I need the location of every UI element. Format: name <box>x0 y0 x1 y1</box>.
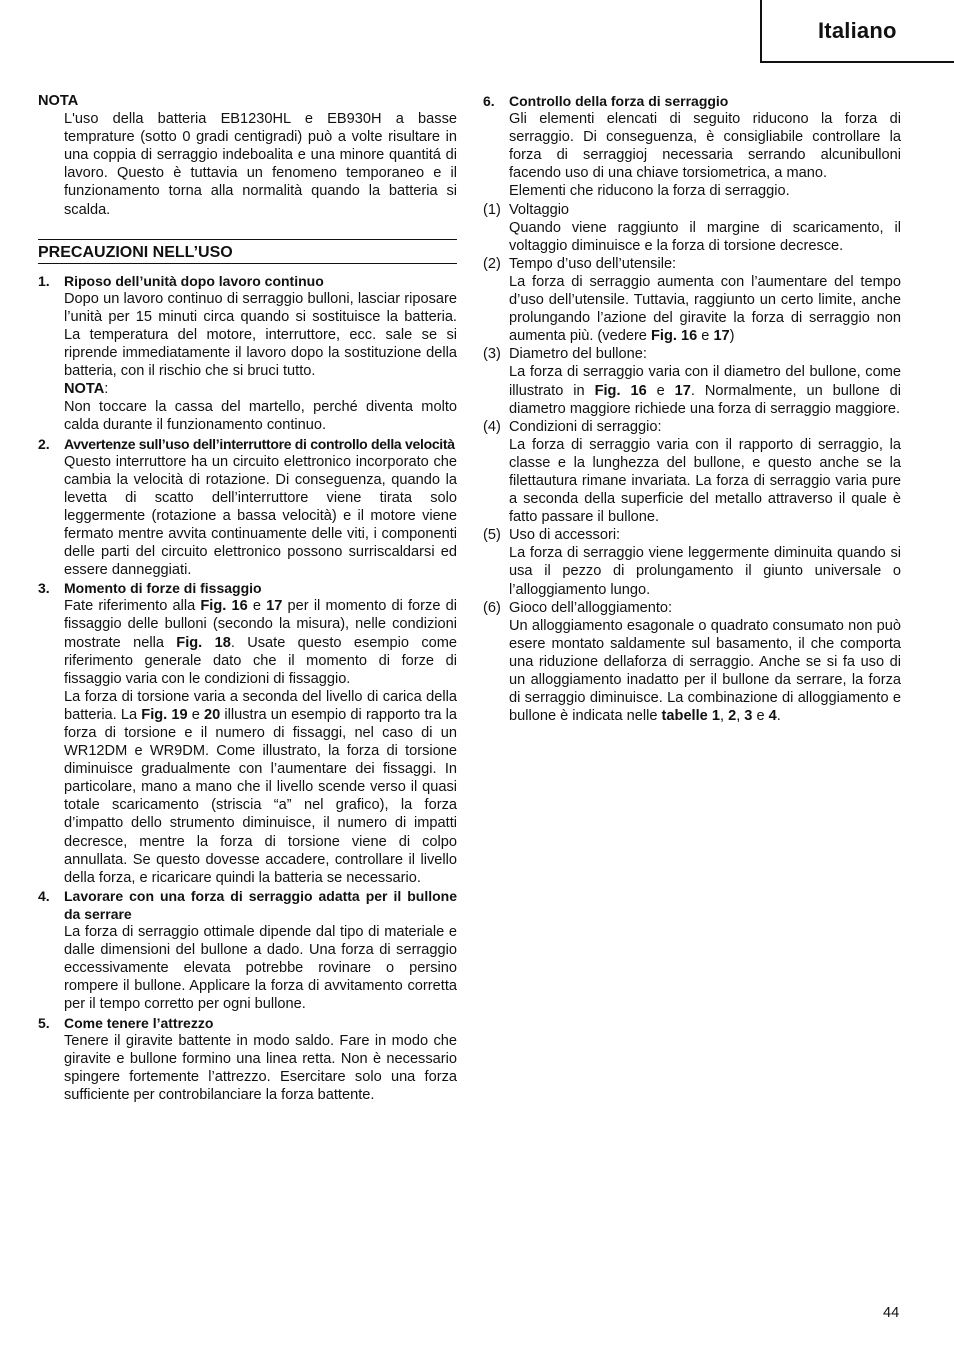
item-number: 4. <box>38 887 50 904</box>
factor-text: Quando viene raggiunto il margine di scaricamento, il voltaggio diminuisce e la forza di torsione decresce. <box>509 219 901 254</box>
item-number: 6. <box>483 93 495 109</box>
language-tab <box>760 0 954 63</box>
item-title: Riposo dell’unità dopo lavoro continuo <box>64 272 324 289</box>
factor-text: Un alloggiamento esagonale o quadrato consumato non può esere montato saldamente sul basamento, il che comporta una riduzione dellaforza di serraggio. Anche se si fa uso di un alloggiamento inadatto per il bullone da serrare, la forza di serraggio diminuisce. La combinazione di alloggiamento e bullone è indicata nelle tabelle 1, 2, 3 e 4. <box>509 617 901 725</box>
precaution-item-2 <box>38 435 457 580</box>
item-text: Tenere il giravite battente in modo saldo. Fare in modo che giravite e bullone formino una linea retta. Non è necessario spingere fortemente l’attrezzo. Esercitare solo una forza sufficiente per controbilanciare la forza battente. <box>64 1032 457 1103</box>
factor-title: Condizioni di serraggio: <box>509 418 662 435</box>
item-text: Dopo un lavoro continuo di serraggio bulloni, lasciar riposare l’unità per 15 minuti circa quando si sostituisce la batteria. La temperatura del motore, interruttore, ecc. sale se si riprende immediatamente il lavoro dopo la sostituzione della batteria, con il rischio che si bruci tutto. <box>64 290 457 380</box>
item-title: Momento di forze di fissaggio <box>64 580 262 597</box>
item-note-heading: NOTA: <box>64 381 109 398</box>
precaution-item-3 <box>38 579 457 887</box>
left-column <box>38 92 457 1104</box>
precaution-item-6 <box>483 92 901 201</box>
language-label: Italiano <box>818 18 897 43</box>
factor-number: (6) <box>483 599 501 616</box>
factor-6 <box>483 599 901 726</box>
section-rule-bottom <box>38 263 457 264</box>
precaution-item-5 <box>38 1014 457 1104</box>
item-text: Fate riferimento alla Fig. 16 e 17 per il momento di forze di fissaggio delle bulloni (secondo la misura), nelle condizioni mostrate nella Fig. 18. Usate questo esempio come riferimento generale dato che il momento di forze di fissaggio varia con le condizioni di fissaggio. <box>64 598 458 687</box>
factor-text: La forza di serraggio viene leggermente diminuita quando si usa il pezzo di prolungamento il giunto universale o l’alloggiamento lungo. <box>509 545 901 598</box>
factor-number: (1) <box>483 201 501 218</box>
right-column <box>483 92 901 725</box>
factor-title: Gioco dell’alloggiamento: <box>509 599 673 616</box>
factor-2 <box>483 255 901 345</box>
section-title: PRECAUZIONI NELL’USO <box>38 243 233 261</box>
item-title: Avvertenze sull’uso dell’interruttore di controllo della velocità <box>64 435 455 452</box>
item-number: 2. <box>38 435 50 452</box>
factor-text: La forza di serraggio varia con il diametro del bullone, come illustrato in Fig. 16 e 17. Normalmente, un bullone di diametro maggiore richiede una forza di serraggio maggiore. <box>509 364 901 417</box>
nota-heading: NOTA <box>38 93 79 109</box>
factor-number: (4) <box>483 418 501 435</box>
precaution-item-4 <box>38 887 457 1014</box>
item-number: 5. <box>38 1014 50 1031</box>
factor-text: La forza di serraggio varia con il rapporto di serraggio, la classe e la lunghezza del bullone, e questo anche se la filettautura rimane invariata. La forza di serraggio varia pure a seconda della superficie del metallo attraverso il quale è fatto passare il bullone. <box>509 436 901 526</box>
item-text: Gli elementi elencati di seguito riducono la forza di serraggio. Di conseguenza, è consigliabile controllare la forza di serraggioj necessaria serrando alcunibulloni facendo uso di una chiave torsiometrica, a mano. <box>509 111 901 182</box>
item-number: 3. <box>38 580 50 597</box>
factor-title: Voltaggio <box>509 201 570 218</box>
item-number: 1. <box>38 272 50 289</box>
factor-number: (3) <box>483 346 501 363</box>
page-number: 44 <box>883 1305 900 1321</box>
factor-text: La forza di serraggio aumenta con l’aumentare del tempo d’uso dell’utensile. Tuttavia, raggiunto un certo limite, anche prolungando l’azione del giravite la forza di serraggio non aumenta più. (vedere Fig. 16 e 17) <box>509 273 901 345</box>
item-text: Questo interruttore ha un circuito elettronico incorporato che cambia la velocità di rotazione. Di conseguenza, quando la levetta di scatto dell’interruttore viene tirata solo leggermente (rotazione a bassa velocità) e il motore viene fermato mentre avvita continuamente delle viti, i componenti delle parti del circuito elettronico possono surriscaldarsi ed essere danneggiati. <box>64 453 457 579</box>
nota-text: L'uso della batteria EB1230HL e EB930H a basse temprature (sotto 0 gradi centigradi) può a volte risultare in una coppia di serraggio indeboalita e una minore quantitá di lavoro. Questo è tuttavia un fenomeno temporaneo e il funzionamento torna alla normalità quando la batteria si scalda. <box>64 111 457 218</box>
factor-title: Diametro del bullone: <box>509 346 647 363</box>
factor-number: (5) <box>483 527 501 544</box>
factor-5 <box>483 526 901 598</box>
item-text: La forza di serraggio ottimale dipende dal tipo di materiale e dalle dimensioni del bullone a dado. Una forza di serraggio eccessivamente elevata potrebbe rovinare o persino rompere il bullone. Applicare la forza di avvitamento corretta per il tempo corretto per ogni bullone. <box>64 924 457 1013</box>
factor-1 <box>483 201 901 255</box>
factor-title: Uso di accessori: <box>509 527 621 544</box>
factor-title: Tempo d’uso dell’utensile: <box>509 255 677 272</box>
precaution-item-1 <box>38 272 457 435</box>
item-title: Come tenere l’attrezzo <box>64 1014 214 1031</box>
item-text-2: Elementi che riducono la forza di serraggio. <box>509 183 790 200</box>
item-title: Controllo della forza di serraggio <box>509 93 729 109</box>
item-note-text: Non toccare la cassa del martello, perché diventa molto calda durante il funzionamento continuo. <box>64 399 457 434</box>
factor-3 <box>483 345 901 417</box>
item-text-2: La forza di torsione varia a seconda del livello di carica della batteria. La Fig. 19 e 20 illustra un esempio di rapporto tra la forza di torsione e il numero di fissaggi, nel caso di un WR12DM e WR9DM. Come illustrato, la forza di torsione diminuisce gradualmente con l’aumentare dei fissaggi. In particolare, mano a mano che il livello scende verso il quasi totale scaricamento (striscia “a” nel grafico), la forza d’impatto dello strumento diminuisce, il numero di impatti decresce, mentre la forza di torsione viene di colpo annullata. Se questo dovesse accadere, controllare il livello della forza, e ricaricare quindi la batteria se necessario. <box>64 688 457 886</box>
factor-4 <box>483 418 901 527</box>
item-title: Lavorare con una forza di serraggio adatta per il bullone da serrare <box>64 887 457 922</box>
factor-number: (2) <box>483 255 501 272</box>
